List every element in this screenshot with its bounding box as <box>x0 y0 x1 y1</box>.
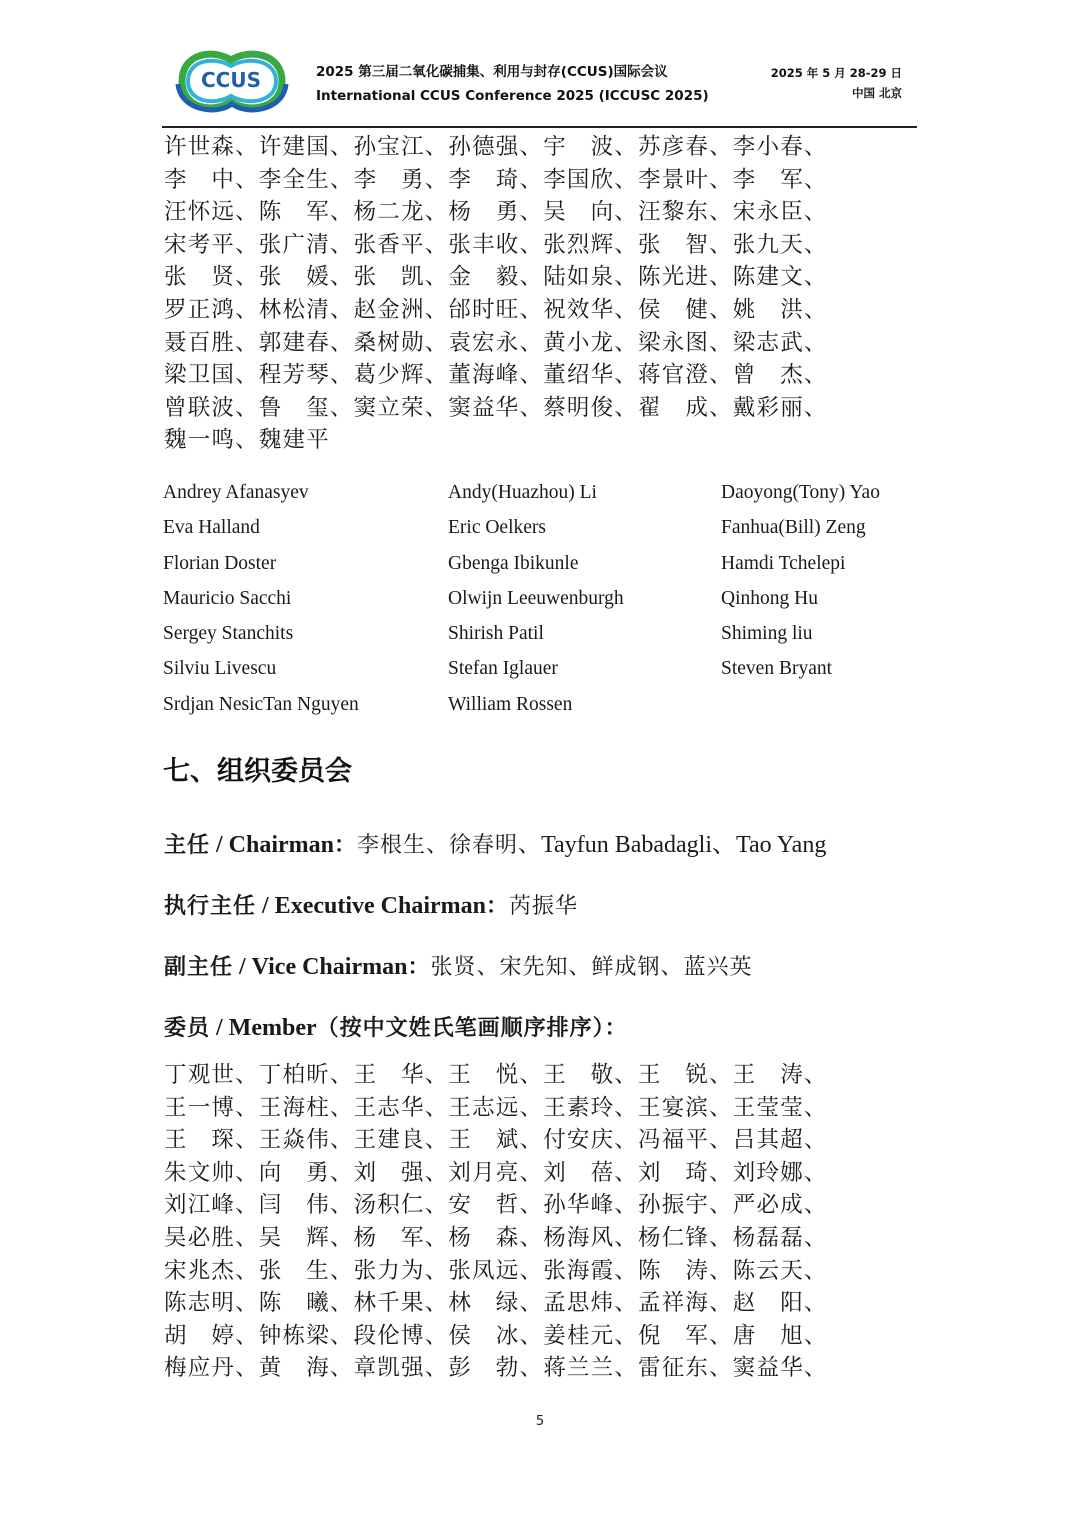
en-name-row <box>163 619 923 654</box>
en-name: William Rossen <box>448 693 573 715</box>
name-row: 王一博、王海柱、王志华、王志远、王素玲、王宴滨、王莹莹、 <box>164 1094 828 1121</box>
committee-names-en <box>163 478 923 725</box>
name-row: 宋兆杰、张 生、张力为、张凤远、张海霞、陈 涛、陈云天、 <box>164 1257 828 1284</box>
name-row: 丁观世、丁柏昕、王 华、王 悦、王 敬、王 锐、王 涛、 <box>164 1062 828 1088</box>
en-name-row <box>163 584 923 619</box>
executive-label-cn: 执行主任 <box>164 893 257 919</box>
name-row: 陈志明、陈 曦、林千果、林 绿、孟思炜、孟祥海、赵 阳、 <box>164 1290 828 1317</box>
name-row: 吴必胜、吴 辉、杨 军、杨 森、杨海风、杨仁锋、杨磊磊、 <box>164 1224 828 1251</box>
en-name: Silviu Livescu <box>163 658 277 680</box>
logo-text: CCUS <box>201 68 261 92</box>
name-row: 魏一鸣、魏建平 <box>164 427 330 454</box>
name-row: 聂百胜、郭建春、桑树勋、袁宏永、黄小龙、梁永图、梁志武、 <box>164 329 828 356</box>
en-name: Hamdi Tchelepi <box>721 552 846 574</box>
en-name: Shirish Patil <box>448 623 544 645</box>
executive-chairman-line <box>164 889 578 924</box>
en-name: Florian Doster <box>163 552 277 574</box>
members-names-cn <box>164 1059 884 1385</box>
en-name: Eva Halland <box>163 517 260 539</box>
ccus-logo <box>172 44 290 118</box>
chairman-line <box>164 828 826 863</box>
en-name: Shiming liu <box>721 623 813 645</box>
chairman-value-en: Tayfun Babadagli、Tao Yang <box>541 832 827 858</box>
en-name: Qinhong Hu <box>721 587 818 609</box>
member-note: （按中文姓氏笔画顺序排序）： <box>316 1015 628 1041</box>
header-divider <box>162 126 917 128</box>
vice-chairman-line <box>164 950 752 985</box>
executive-label-en: / Executive Chairman <box>256 893 486 919</box>
name-row: 许世森、许建国、孙宝江、孙德强、宇 波、苏彦春、李小春、 <box>164 134 828 160</box>
vice-sep: ： <box>407 954 431 980</box>
committee-names-cn <box>164 131 884 457</box>
vice-label-en: / Vice Chairman <box>233 954 408 980</box>
en-name: Mauricio Sacchi <box>163 587 292 609</box>
name-row: 梅应丹、黄 海、章凯强、彭 勃、蒋兰兰、雷征东、窦益华、 <box>164 1355 828 1382</box>
en-name-row <box>163 549 923 584</box>
en-name-row <box>163 690 923 725</box>
chairman-value-cn: 李根生、徐春明、 <box>357 833 542 858</box>
name-row: 张 贤、张 媛、张 凯、金 毅、陆如泉、陈光进、陈建文、 <box>164 264 828 291</box>
ccus-logo-icon <box>172 44 290 118</box>
member-label-en: / Member <box>210 1015 317 1041</box>
member-label-cn: 委员 <box>164 1015 211 1041</box>
name-row: 梁卫国、程芳琴、葛少辉、董海峰、董绍华、蒋官澄、曾 杰、 <box>164 362 828 389</box>
conference-title-cn: 2025 第三届二氧化碳捕集、利用与封存(CCUS)国际会议 <box>316 64 668 80</box>
en-name-row <box>163 478 923 513</box>
en-name: Andy(Huazhou) Li <box>448 482 597 503</box>
name-row: 朱文帅、向 勇、刘 强、刘月亮、刘 蓓、刘 琦、刘玲娜、 <box>164 1159 828 1186</box>
en-name-row <box>163 513 923 548</box>
name-row: 胡 婷、钟栋梁、段伦博、侯 冰、姜桂元、倪 军、唐 旭、 <box>164 1322 828 1349</box>
en-name: Daoyong(Tony) Yao <box>721 482 880 503</box>
name-row: 罗正鸿、林松清、赵金洲、邰时旺、祝效华、侯 健、姚 洪、 <box>164 296 828 323</box>
en-name: Stefan Iglauer <box>448 658 558 680</box>
conference-location: 中国 北京 <box>851 86 902 100</box>
en-name: Sergey Stanchits <box>163 623 294 645</box>
name-row: 曾联波、鲁 玺、窦立荣、窦益华、蔡明俊、翟 成、戴彩丽、 <box>164 394 828 421</box>
en-name: Gbenga Ibikunle <box>448 552 579 574</box>
en-name: Srdjan NesicTan Nguyen <box>163 693 359 715</box>
chairman-label-en: / Chairman <box>210 832 335 858</box>
en-name: Fanhua(Bill) Zeng <box>721 517 866 539</box>
name-row: 王 琛、王焱伟、王建良、王 斌、付安庆、冯福平、吕其超、 <box>164 1127 828 1154</box>
executive-sep: ： <box>486 893 510 919</box>
name-row: 刘江峰、闫 伟、汤积仁、安 哲、孙华峰、孙振宇、严必成、 <box>164 1192 828 1219</box>
member-line <box>164 1011 628 1046</box>
en-name-row <box>163 654 923 689</box>
page-number: 5 <box>535 1414 545 1429</box>
vice-label-cn: 副主任 <box>164 954 234 980</box>
conference-title <box>316 60 709 108</box>
executive-value: 芮振华 <box>509 894 579 919</box>
chairman-label-cn: 主任 <box>164 832 211 858</box>
name-row: 汪怀远、陈 军、杨二龙、杨 勇、吴 向、汪黎东、宋永臣、 <box>164 199 828 226</box>
conference-date-block <box>771 63 902 103</box>
en-name: Steven Bryant <box>721 658 833 680</box>
en-name: Eric Oelkers <box>448 517 546 539</box>
en-name: Olwijn Leeuwenburgh <box>448 587 624 609</box>
vice-value: 张贤、宋先知、鲜成钢、蓝兴英 <box>430 955 753 980</box>
en-name: Andrey Afanasyev <box>163 482 309 503</box>
name-row: 李 中、李全生、李 勇、李 琦、李国欣、李景叶、李 军、 <box>164 166 828 193</box>
conference-date: 2025 年 5 月 28-29 日 <box>770 66 902 80</box>
section-title: 七、组织委员会 <box>163 756 352 787</box>
chairman-sep: ： <box>334 832 358 858</box>
conference-title-en: International CCUS Conference 2025 (ICCUSC 2025) <box>316 88 709 104</box>
name-row: 宋考平、张广清、张香平、张丰收、张烈辉、张 智、张九天、 <box>164 231 828 258</box>
